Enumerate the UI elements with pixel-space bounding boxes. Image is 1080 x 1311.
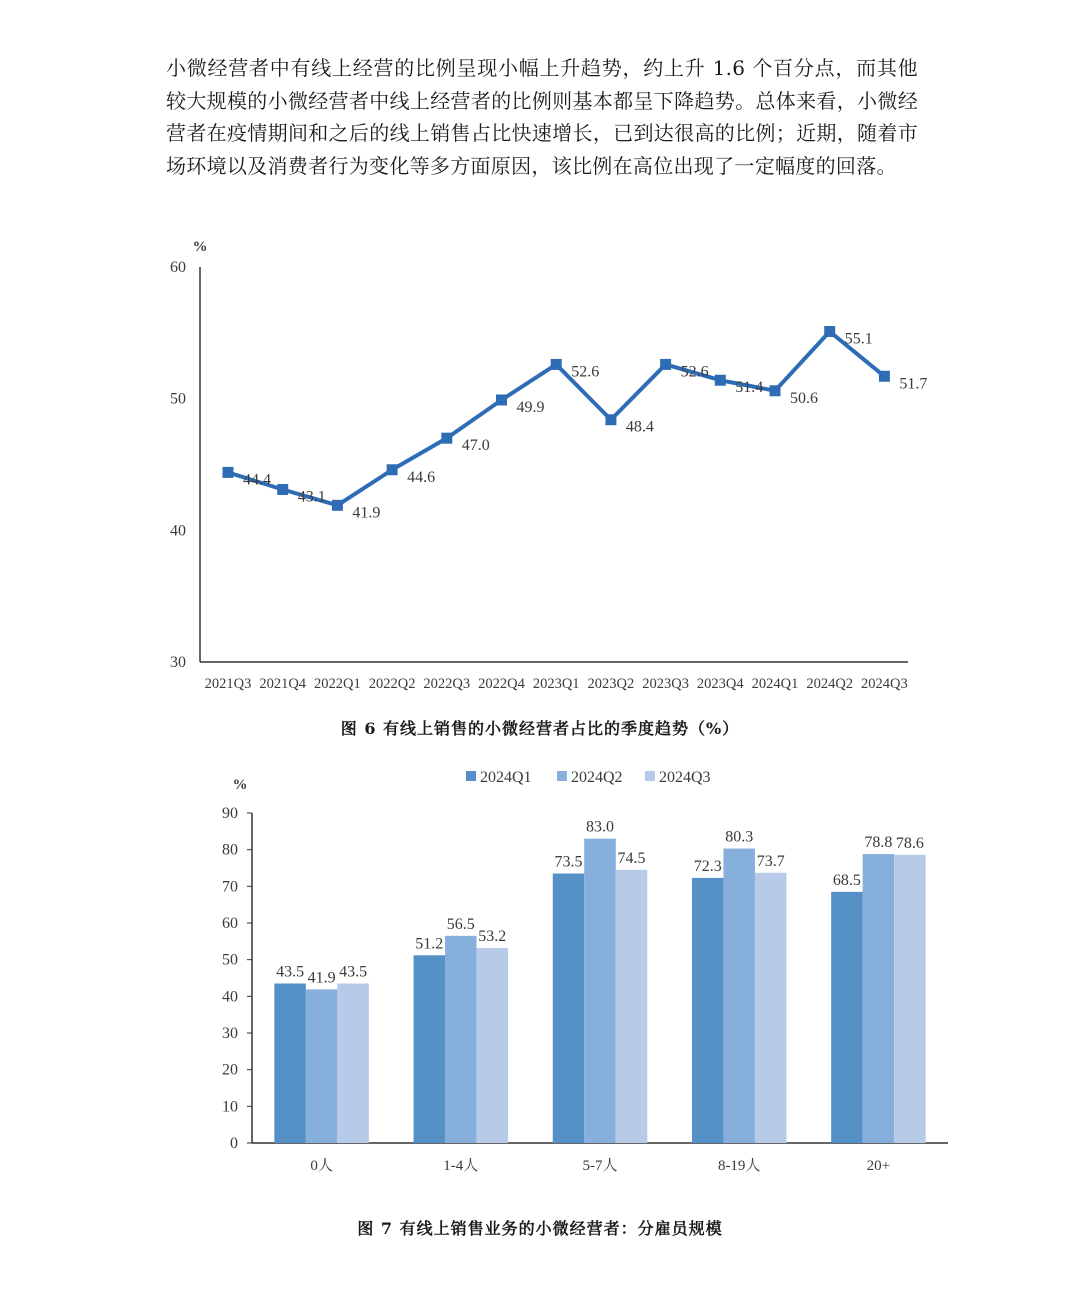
y-tick-label: 80: [222, 841, 238, 859]
x-tick-label: 2021Q3: [204, 676, 252, 692]
legend-label: 2024Q2: [571, 769, 623, 786]
data-label: 55.1: [844, 330, 873, 348]
bar: [553, 874, 585, 1144]
bar: [306, 989, 338, 1143]
legend-label: 2024Q3: [659, 769, 711, 786]
x-tick-label: 2023Q3: [642, 676, 689, 692]
y-tick-label: 60: [170, 259, 186, 276]
data-point-marker: [223, 467, 234, 478]
y-tick-label: 20: [222, 1061, 238, 1079]
line-chart-online-sales-share: [0, 230, 1080, 700]
data-label: 48.4: [625, 418, 654, 436]
bar: [831, 892, 863, 1143]
data-label: 44.6: [407, 468, 436, 486]
y-unit-label: %: [232, 777, 248, 793]
y-unit-label: %: [192, 239, 208, 255]
data-point-marker: [551, 359, 562, 370]
y-tick-label: 30: [222, 1025, 238, 1042]
bar-value-label: 68.5: [832, 871, 861, 889]
x-tick-label: 1-4人: [443, 1158, 479, 1174]
bar: [723, 849, 755, 1143]
data-label: 52.6: [680, 363, 709, 381]
data-label: 47.0: [461, 437, 490, 455]
x-tick-label: 2024Q2: [806, 676, 854, 692]
bar-value-label: 83.0: [586, 818, 614, 836]
bar-value-label: 78.6: [895, 834, 924, 852]
y-tick-label: 40: [170, 522, 186, 540]
data-label: 51.7: [899, 375, 928, 393]
bar-value-label: 73.5: [554, 853, 583, 871]
bar: [863, 854, 895, 1143]
y-tick-label: 10: [222, 1098, 238, 1116]
y-tick-label: 40: [222, 988, 238, 1006]
data-point-marker: [441, 433, 452, 444]
data-label: 50.6: [790, 389, 818, 407]
y-tick-label: 30: [170, 654, 186, 671]
bar: [414, 955, 446, 1143]
data-point-marker: [605, 414, 616, 425]
y-tick-label: 90: [222, 805, 238, 822]
bar-value-label: 78.8: [864, 834, 893, 852]
x-tick-label: 2023Q2: [587, 676, 635, 692]
y-tick-label: 50: [222, 951, 238, 969]
bar: [894, 855, 926, 1143]
y-tick-label: 60: [222, 915, 238, 932]
data-point-marker: [660, 359, 671, 370]
x-tick-label: 2022Q1: [314, 676, 361, 692]
x-tick-label: 2022Q3: [423, 676, 471, 692]
bar: [616, 870, 648, 1143]
y-tick-label: 50: [170, 390, 186, 408]
legend-swatch: [557, 771, 567, 781]
data-label: 49.9: [516, 398, 545, 416]
bar-value-label: 51.2: [415, 935, 444, 953]
x-tick-label: 0人: [310, 1158, 333, 1174]
y-tick-label: 0: [230, 1135, 238, 1152]
data-label: 44.4: [243, 471, 271, 489]
legend-swatch: [466, 771, 476, 781]
x-tick-label: 8-19人: [717, 1158, 761, 1174]
y-tick-label: 70: [222, 878, 238, 896]
x-tick-label: 5-7人: [582, 1158, 618, 1174]
bar-value-label: 73.7: [756, 852, 785, 870]
x-tick-label: 20+: [866, 1158, 891, 1174]
bar-value-label: 74.5: [617, 849, 646, 867]
figure-7-caption: 图 7 有线上销售业务的小微经营者：分雇员规模: [357, 1219, 723, 1238]
bar-value-label: 56.5: [446, 915, 475, 933]
bar-value-label: 80.3: [725, 828, 754, 846]
body-paragraph: 小微经营者中有线上经营的比例呈现小幅上升趋势，约上升 1.6 个百分点，而其他较大规模的小微经营者中线上经营者的比例则基本都呈下降趋势。总体来看，小微经营者在疫情期间和之后的线上销售占比快速增长，已到达很高的比例；近期，随着市场环境以及消费者行为变化等多方面原因，该比例在高位出现了一定幅度的回落。: [166, 56, 918, 178]
data-label: 52.6: [571, 363, 600, 381]
data-label: 51.4: [735, 379, 764, 397]
x-tick-label: 2022Q4: [478, 676, 525, 692]
bar-chart-by-employee-size: [0, 760, 1080, 1200]
bar: [337, 984, 369, 1144]
bar: [477, 948, 509, 1143]
data-point-marker: [824, 326, 835, 337]
x-tick-label: 2024Q1: [751, 676, 799, 692]
bar-value-label: 43.5: [276, 963, 305, 981]
series-line: [228, 332, 884, 506]
bar-value-label: 41.9: [307, 969, 336, 987]
x-tick-label: 2021Q4: [259, 676, 307, 692]
bar-value-label: 72.3: [693, 857, 722, 875]
data-point-marker: [496, 394, 507, 405]
data-label: 41.9: [352, 504, 381, 522]
data-point-marker: [879, 371, 890, 382]
legend-swatch: [645, 771, 655, 781]
x-tick-label: 2023Q1: [532, 676, 580, 692]
x-tick-label: 2022Q2: [368, 676, 416, 692]
data-label: 43.1: [297, 488, 326, 506]
data-point-marker: [715, 375, 726, 386]
x-tick-label: 2023Q4: [696, 676, 744, 692]
data-point-marker: [770, 385, 781, 396]
bar: [445, 936, 477, 1143]
bar-value-label: 53.2: [478, 927, 507, 945]
x-tick-label: 2024Q3: [861, 676, 908, 692]
figure-6-caption: 图 6 有线上销售的小微经营者占比的季度趋势（%）: [340, 719, 740, 738]
data-point-marker: [387, 464, 398, 475]
bar-value-label: 43.5: [339, 963, 368, 981]
legend-label: 2024Q1: [480, 769, 532, 786]
bar: [274, 984, 306, 1144]
bar: [755, 873, 787, 1143]
data-point-marker: [277, 484, 288, 495]
bar: [584, 839, 616, 1143]
bar: [692, 878, 724, 1143]
data-point-marker: [332, 500, 343, 511]
